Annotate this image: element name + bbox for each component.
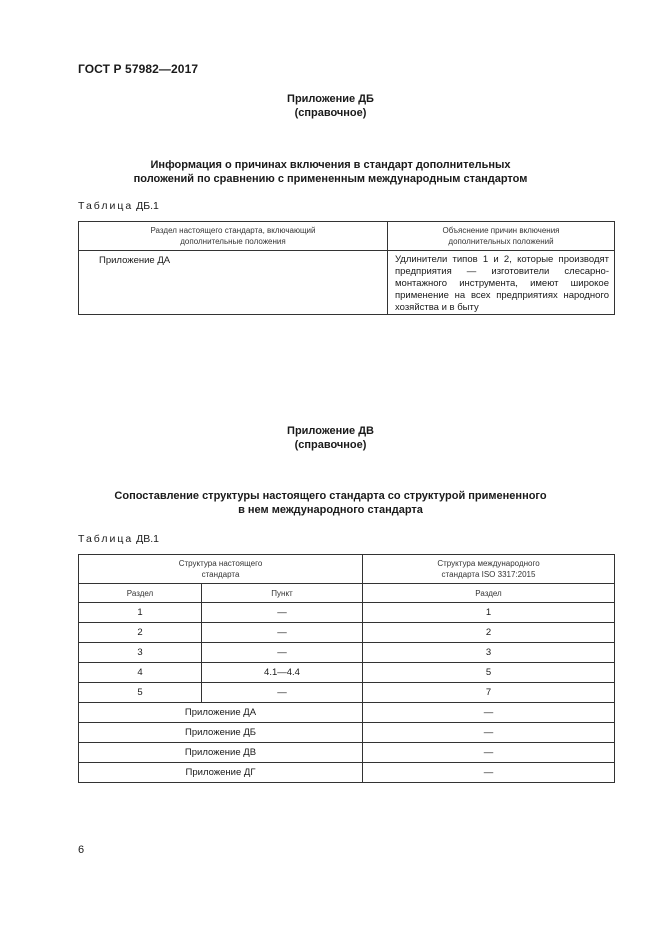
table-row — [79, 703, 615, 723]
appendix-dv-heading-line2: в нем международного стандарта — [238, 504, 423, 516]
table-cell: — — [363, 703, 615, 723]
table-row — [79, 603, 615, 623]
table-cell: — — [202, 683, 363, 703]
appendix-db-title: Приложение ДБ — [287, 93, 374, 105]
header-line: Структура международного — [437, 559, 540, 568]
table-cell: 2 — [363, 623, 615, 643]
table-cell: Удлинители типов 1 и 2, которые производят предприятия — изготовители слесарно-монтажного инструмента, имеют широкое применение на всех предприятиях народного хозяйства и в быту — [388, 251, 615, 315]
table-row — [79, 723, 615, 743]
header-line: дополнительные положения — [180, 237, 286, 246]
table-cell: — — [202, 623, 363, 643]
page-number: 6 — [78, 844, 85, 856]
table-header-cell — [79, 555, 363, 584]
table-row — [79, 743, 615, 763]
table-header-cell — [388, 222, 615, 251]
table-cell: Приложение ДА — [79, 703, 363, 723]
header-line: Структура настоящего — [178, 559, 263, 568]
table-cell: Приложение ДА — [79, 251, 388, 315]
header-line: дополнительных положений — [448, 237, 554, 246]
table-dv1 — [78, 554, 615, 783]
table-cell: 4 — [79, 663, 202, 683]
table-cell: 3 — [363, 643, 615, 663]
header-line: стандарта — [201, 570, 240, 579]
table-header-row — [79, 555, 615, 584]
table-cell: 1 — [363, 603, 615, 623]
caption-prefix: Таблица — [78, 200, 134, 212]
appendix-dv-heading-line1: Сопоставление структуры настоящего стандарта со структурой примененного — [114, 490, 547, 502]
table-cell: — — [363, 763, 615, 783]
table-cell: Приложение ДГ — [79, 763, 363, 783]
table-header-row — [79, 222, 615, 251]
header-line: стандарта ISO 3317:2015 — [441, 570, 536, 579]
table-cell: — — [202, 643, 363, 663]
table-header-cell — [79, 222, 388, 251]
table-row — [79, 683, 615, 703]
table-cell: 5 — [363, 663, 615, 683]
table-cell: — — [202, 603, 363, 623]
appendix-db-heading-line1: Информация о причинах включения в стандарт дополнительных — [150, 159, 511, 171]
appendix-db-subtitle: (справочное) — [294, 107, 367, 119]
header-line: Объяснение причин включения — [442, 226, 560, 235]
table-cell: 4.1—4.4 — [202, 663, 363, 683]
table-cell: Приложение ДБ — [79, 723, 363, 743]
table-header-cell: Пункт — [202, 584, 363, 603]
table-row — [79, 251, 615, 315]
table-header-cell — [363, 555, 615, 584]
caption-number: ДВ.1 — [136, 533, 159, 545]
header-line: Раздел настоящего стандарта, включающий — [150, 226, 316, 235]
appendix-db-heading-line2: положений по сравнению с примененным международным стандартом — [133, 173, 528, 185]
table-cell: — — [363, 743, 615, 763]
table-row — [79, 763, 615, 783]
table-cell: 3 — [79, 643, 202, 663]
table-row — [79, 623, 615, 643]
caption-number: ДБ.1 — [136, 200, 159, 212]
appendix-dv-subtitle: (справочное) — [294, 439, 367, 451]
table-subheader-row — [79, 584, 615, 603]
table-row — [79, 663, 615, 683]
table-row — [79, 643, 615, 663]
table-cell: Приложение ДВ — [79, 743, 363, 763]
table-db1 — [78, 221, 615, 315]
table-cell: 1 — [79, 603, 202, 623]
appendix-dv-title: Приложение ДВ — [287, 425, 374, 437]
table-cell: 2 — [79, 623, 202, 643]
caption-prefix: Таблица — [78, 533, 134, 545]
document-code: ГОСТ Р 57982—2017 — [78, 62, 199, 76]
table-db1-caption — [78, 200, 159, 212]
table-header-cell: Раздел — [363, 584, 615, 603]
table-dv1-caption — [78, 533, 159, 545]
table-header-cell: Раздел — [79, 584, 202, 603]
table-cell: — — [363, 723, 615, 743]
table-cell: 7 — [363, 683, 615, 703]
table-cell: 5 — [79, 683, 202, 703]
